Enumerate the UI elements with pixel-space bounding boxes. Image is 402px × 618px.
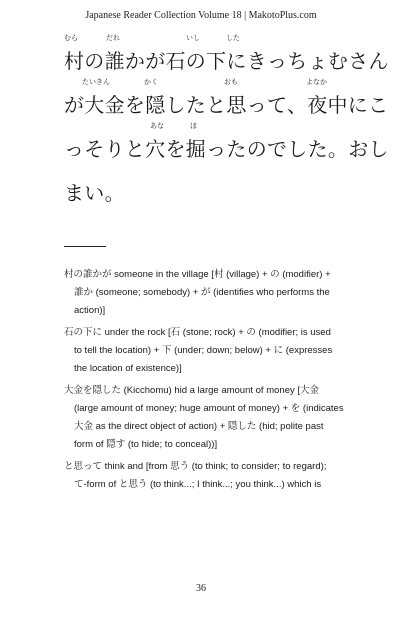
furigana: よなか (306, 78, 327, 86)
story-line (64, 78, 394, 122)
note-line: 石の下に under the rock [石 (stone; rock) + の (modifier; is used (64, 327, 331, 338)
note-line: 大金 as the direct object of action) + 隠した (hid; polite past (74, 421, 324, 432)
furigana: かく (144, 78, 158, 86)
story-line (64, 122, 394, 166)
story-text: が大金を隠したと思って、夜中にこ (64, 93, 389, 117)
running-header: Japanese Reader Collection Volume 18 | MakotoPlus.com (85, 10, 317, 21)
note-line: (large amount of money; huge amount of money) + を (indicates (74, 403, 344, 414)
furigana: むら (64, 34, 78, 42)
vocabulary-notes (64, 266, 364, 498)
note-line: the location of existence)] (74, 363, 182, 374)
note-entry (64, 382, 364, 454)
story-text: っそりと穴を掘ったのでした。おし (64, 137, 389, 161)
note-line: て-form of と思う (to think...; I think...; you think...) which is (74, 479, 322, 490)
note-entry (64, 266, 364, 320)
furigana: だれ (106, 34, 120, 42)
note-line: 大金を隠した (Kicchomu) hid a large amount of money [大金 (64, 385, 320, 396)
story-line (64, 166, 394, 210)
section-divider (64, 246, 106, 247)
story-text: まい。 (64, 181, 125, 205)
furigana: いし (186, 34, 200, 42)
furigana: ほ (190, 122, 197, 130)
story-text: 村の誰かが石の下にきっちょむさん (64, 49, 389, 73)
furigana: あな (150, 122, 164, 130)
note-line: 村の誰かが someone in the village [村 (village) + の (modifier) + (64, 269, 331, 280)
story-line (64, 34, 394, 78)
note-entry (64, 458, 364, 494)
note-line: action)] (74, 305, 106, 316)
note-line: form of 隠す (to hide; to conceal))] (74, 439, 218, 450)
story-passage (64, 34, 394, 210)
furigana: たいきん (82, 78, 110, 86)
note-line: と思って think and [from 思う (to think; to consider; to regard); (64, 461, 327, 472)
note-line: to tell the location) + 下 (under; down; below) + に (expresses (74, 345, 333, 356)
note-entry (64, 324, 364, 378)
page-number: 36 (196, 583, 206, 594)
furigana: おも (224, 78, 238, 86)
furigana: した (226, 34, 240, 42)
note-line: 誰か (someone; somebody) + が (identifies who performs the (74, 287, 330, 298)
